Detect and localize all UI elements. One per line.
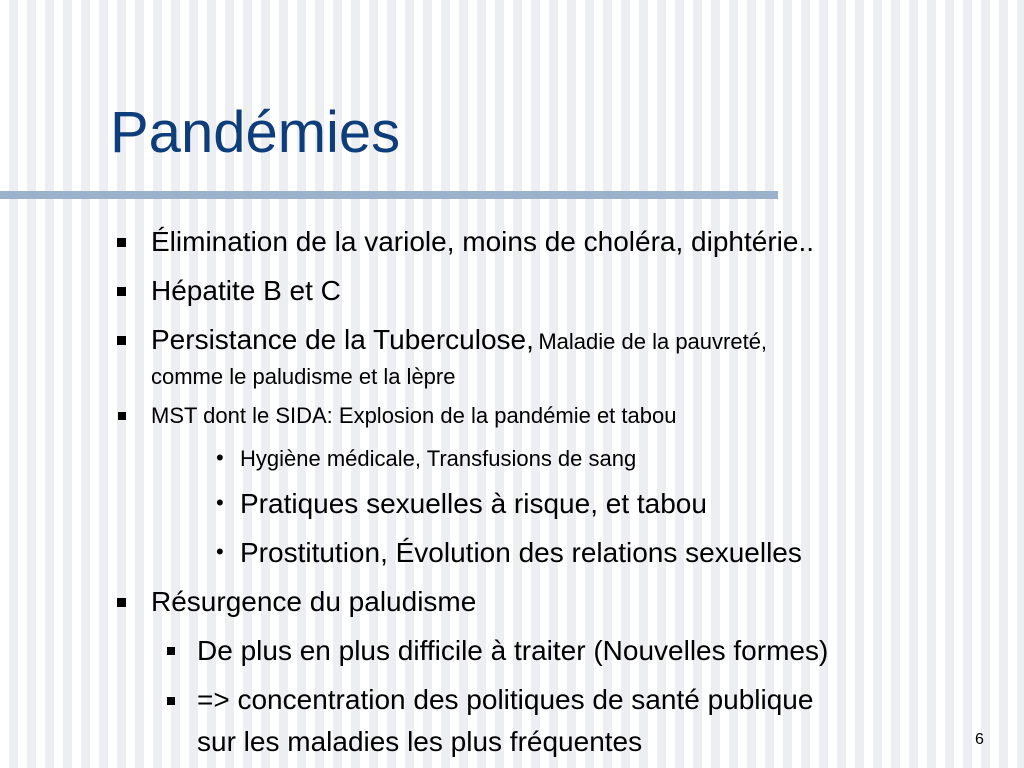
square-bullet-icon xyxy=(117,238,126,247)
bullet-elimination: Élimination de la variole, moins de choléra, diphtérie.. xyxy=(151,226,815,257)
bullet-tuberculose-main: Persistance de la Tuberculose, xyxy=(151,324,534,355)
square-bullet-icon xyxy=(118,412,126,420)
page-number: 6 xyxy=(975,731,984,748)
sub-bullet-hygiene: Hygiène médicale, Transfusions de sang xyxy=(240,446,637,471)
bullet-tuberculose-continued: comme le paludisme et la lèpre xyxy=(151,364,456,389)
sub-bullet-prostitution: Prostitution, Évolution des relations sexuelles xyxy=(240,537,802,568)
bullet-tuberculose xyxy=(151,326,767,354)
square-bullet-icon xyxy=(117,287,126,296)
round-bullet-icon: • xyxy=(216,445,224,470)
bullet-tuberculose-detail: Maladie de la pauvreté, xyxy=(538,329,768,354)
slide-title: Pandémies xyxy=(110,100,401,165)
square-bullet-icon xyxy=(117,336,126,345)
sub-bullet-difficile: De plus en plus difficile à traiter (Nouvelles formes) xyxy=(197,635,829,666)
round-bullet-icon: • xyxy=(216,490,224,515)
round-bullet-icon: • xyxy=(216,539,224,564)
square-bullet-icon xyxy=(117,598,126,607)
bullet-resurgence: Résurgence du paludisme xyxy=(151,586,477,617)
square-bullet-icon xyxy=(167,647,175,655)
square-bullet-icon xyxy=(167,697,175,705)
bullet-mst-sida: MST dont le SIDA: Explosion de la pandémie et tabou xyxy=(151,403,677,428)
sub-bullet-concentration-continued: sur les maladies les plus fréquentes xyxy=(197,726,643,757)
bullet-hepatite: Hépatite B et C xyxy=(151,275,341,306)
sub-bullet-concentration: => concentration des politiques de santé publique xyxy=(197,684,814,715)
sub-bullet-pratiques: Pratiques sexuelles à risque, et tabou xyxy=(240,488,707,519)
title-underline xyxy=(0,191,778,199)
